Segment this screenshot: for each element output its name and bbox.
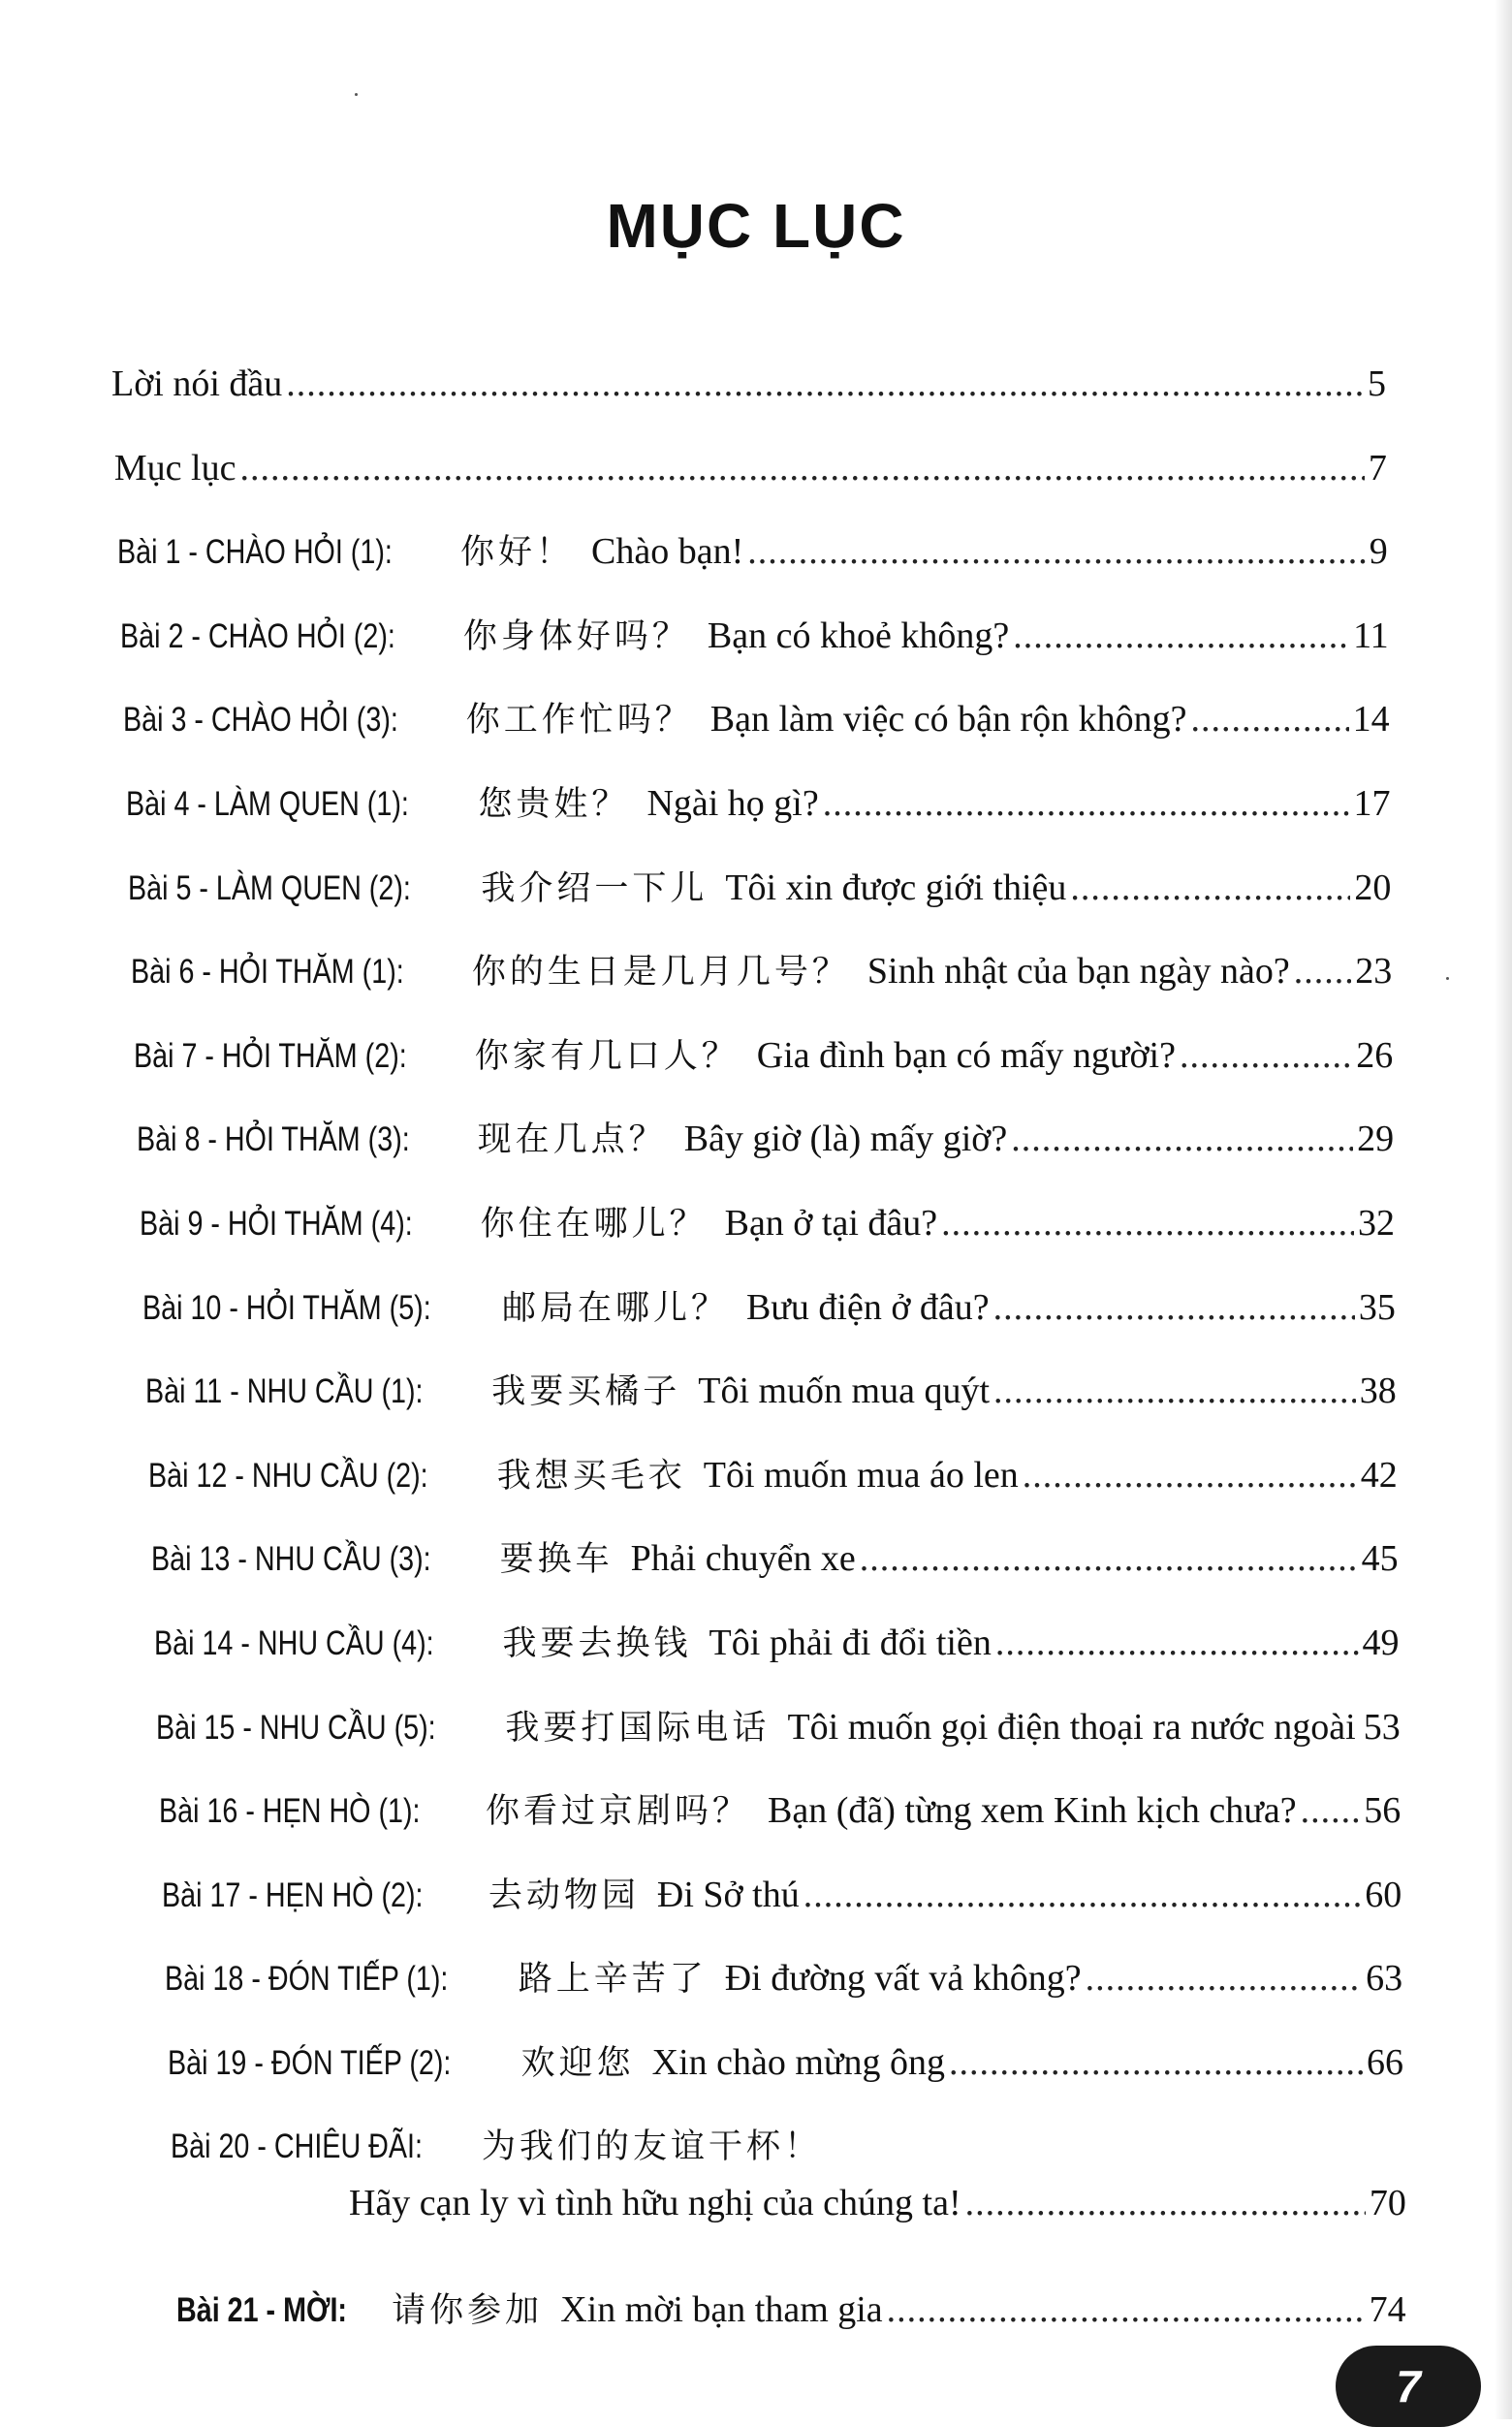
vietnamese-title: Sinh nhật của bạn ngày nào?	[866, 951, 1290, 993]
vietnamese-title: Đi đường vất vả không?	[724, 1958, 1082, 2000]
dot-leader	[1191, 694, 1349, 744]
chinese-title: 您贵姓？	[478, 785, 630, 824]
toc-entry-lesson[interactable]	[168, 2037, 1403, 2089]
vietnamese-title: Đi Sở thú	[656, 1874, 800, 1915]
dot-leader	[1180, 1030, 1352, 1081]
entry-page-number: 29	[1357, 1119, 1395, 1160]
entry-page-number: 60	[1365, 1874, 1402, 1915]
dot-leader	[887, 2285, 1366, 2335]
entry-page-number: 11	[1353, 615, 1389, 656]
lesson-heading: Bài 20 - CHIÊU ĐÃI:	[170, 2127, 423, 2165]
chinese-title: 去动物园	[488, 1875, 640, 1915]
lesson-heading: Bài 14 - NHU CẦU (4):	[153, 1624, 434, 1662]
dot-leader	[1086, 1953, 1363, 2003]
vietnamese-title: Tôi muốn mua quýt	[698, 1371, 991, 1412]
vietnamese-title: Bạn (đã) từng xem Kinh kịch chưa?	[768, 1790, 1297, 1832]
toc-entry-lesson[interactable]	[128, 863, 1391, 914]
toc-entry-lesson[interactable]	[131, 946, 1392, 997]
chinese-title: 你住在哪儿？	[480, 1205, 708, 1244]
toc-entry-lesson[interactable]	[134, 1030, 1393, 1082]
vietnamese-title: Tôi phải đi đổi tiền	[709, 1623, 992, 1663]
dot-leader	[239, 443, 1364, 493]
dot-leader	[860, 1533, 1358, 1584]
vietnamese-title: Phải chuyển xe	[630, 1538, 856, 1580]
vietnamese-title: Bạn làm việc có bận rộn không?	[709, 699, 1187, 741]
dot-leader	[1294, 946, 1352, 996]
toc-entry-front[interactable]	[114, 443, 1387, 493]
entry-page-number: 32	[1358, 1203, 1395, 1244]
lesson-heading: Bài 2 - CHÀO HỎI (2):	[119, 616, 395, 655]
lesson-heading: Bài 18 - ĐÓN TIẾP (1):	[165, 1960, 449, 1999]
lesson-heading: Bài 17 - HẸN HÒ (2):	[162, 1875, 424, 1914]
chinese-title: 你工作忙吗？	[465, 701, 693, 741]
lesson-heading: Bài 8 - HỎI THĂM (3):	[137, 1120, 410, 1159]
entry-page-number: 20	[1354, 867, 1392, 908]
chinese-title: 欢迎您	[520, 2044, 635, 2083]
dot-leader	[823, 778, 1350, 829]
chinese-title: 我介绍一下儿	[481, 868, 709, 908]
entry-label: Lời nói đầu	[111, 363, 283, 404]
entry-page-number: 9	[1369, 531, 1388, 573]
vietnamese-title: Bây giờ (là) mấy giờ?	[683, 1119, 1008, 1160]
table-of-contents	[0, 349, 1512, 2384]
lesson-heading: Bài 21 - MỜI:	[175, 2291, 347, 2330]
toc-entry-lesson[interactable]	[142, 1282, 1396, 1334]
toc-entry-lesson[interactable]	[117, 526, 1388, 578]
vietnamese-title: Hãy cạn ly vì tình hữu nghị của chúng ta!	[349, 2182, 961, 2223]
dot-leader	[803, 1870, 1361, 1920]
dot-leader	[949, 2037, 1363, 2088]
print-speck	[355, 93, 358, 96]
toc-entry-lesson[interactable]	[148, 1450, 1398, 1501]
toc-entry-lesson[interactable]	[156, 1702, 1400, 1753]
chinese-title: 你身体好吗？	[462, 616, 690, 656]
entry-page-number: 63	[1366, 1958, 1403, 2000]
lesson-heading: Bài 1 - CHÀO HỎI (1):	[116, 533, 393, 572]
toc-entry-lesson[interactable]	[151, 1533, 1399, 1585]
entry-page-number: 38	[1359, 1371, 1397, 1412]
lesson-heading: Bài 16 - HẸN HÒ (1):	[159, 1792, 421, 1831]
entry-page-number: 5	[1368, 363, 1386, 404]
vietnamese-title: Tôi muốn mua áo len	[703, 1454, 1019, 1496]
chinese-title: 你的生日是几月几号？	[471, 953, 850, 993]
dot-leader	[941, 1198, 1354, 1248]
lesson-heading: Bài 9 - HỎI THĂM (4):	[140, 1205, 413, 1243]
chinese-title: 我想买毛衣	[496, 1456, 686, 1496]
dot-leader	[993, 1282, 1355, 1333]
entry-page-number: 7	[1368, 447, 1387, 489]
chinese-title: 我要去换钱	[502, 1624, 692, 1663]
vietnamese-title: Tôi xin được giới thiệu	[725, 867, 1067, 908]
dot-leader	[1070, 863, 1350, 913]
vietnamese-title: Chào bạn!	[590, 531, 744, 573]
dot-leader	[965, 2178, 1366, 2228]
toc-entry-front[interactable]	[111, 359, 1386, 409]
vietnamese-title: Tôi muốn gọi điện thoại ra nước ngoài	[787, 1706, 1356, 1748]
entry-page-number: 14	[1352, 699, 1390, 741]
entry-page-number: 56	[1364, 1790, 1402, 1832]
entry-page-number: 74	[1369, 2289, 1406, 2331]
vietnamese-title: Ngài họ gì?	[646, 783, 819, 824]
lesson-heading: Bài 4 - LÀM QUEN (1):	[125, 785, 409, 823]
dot-leader	[1301, 1785, 1361, 1836]
toc-entry-lesson[interactable]	[123, 694, 1390, 745]
lesson-heading: Bài 6 - HỎI THĂM (1):	[131, 953, 405, 992]
lesson-heading: Bài 11 - NHU CẦU (1):	[144, 1372, 424, 1411]
vietnamese-title: Xin mời bạn tham gia	[560, 2289, 883, 2331]
vietnamese-title: Gia đình bạn có mấy người?	[756, 1034, 1176, 1076]
chinese-title: 邮局在哪儿？	[501, 1288, 729, 1328]
toc-entry-lesson[interactable]	[126, 778, 1391, 830]
lesson-heading: Bài 12 - NHU CẦU (2):	[147, 1456, 428, 1495]
lesson-heading: Bài 5 - LÀM QUEN (2):	[128, 868, 412, 907]
chinese-title: 请你参加	[392, 2291, 544, 2331]
dot-leader	[747, 526, 1366, 577]
chinese-title: 我要买橘子	[491, 1372, 681, 1412]
entry-page-number: 49	[1362, 1623, 1400, 1663]
toc-entry-lesson[interactable]	[176, 2285, 1406, 2336]
page-number-badge: 7	[1336, 2346, 1481, 2427]
lesson-heading: Bài 13 - NHU CẦU (3):	[150, 1540, 431, 1579]
dot-leader	[1011, 1114, 1353, 1164]
chinese-title: 你家有几口人？	[474, 1036, 740, 1076]
chinese-title: 你看过京剧吗？	[486, 1792, 751, 1832]
toc-entry-lesson[interactable]	[137, 1114, 1394, 1165]
entry-page-number: 26	[1356, 1034, 1394, 1076]
dot-leader	[993, 1366, 1356, 1416]
entry-label: Mục lục	[113, 447, 236, 489]
toc-entry-lesson[interactable]	[159, 1785, 1401, 1837]
vietnamese-title: Bạn ở tại đâu?	[724, 1203, 938, 1244]
lesson-heading: Bài 3 - CHÀO HỎI (3):	[122, 701, 398, 740]
lesson-heading: Bài 19 - ĐÓN TIẾP (2):	[168, 2044, 452, 2082]
toc-entry-lesson[interactable]	[171, 2122, 822, 2172]
toc-entry-lesson[interactable]	[120, 611, 1389, 662]
dot-leader	[1013, 611, 1349, 661]
toc-entry-lesson[interactable]	[154, 1618, 1400, 1669]
lesson-heading: Bài 10 - HỎI THĂM (5):	[142, 1288, 431, 1327]
dot-leader	[1023, 1450, 1357, 1500]
dot-leader	[286, 359, 1364, 409]
lesson-heading: Bài 7 - HỎI THĂM (2):	[134, 1036, 407, 1075]
chinese-title: 你好！	[459, 533, 574, 573]
lesson-heading: Bài 15 - NHU CẦU (5):	[156, 1708, 437, 1747]
chinese-title: 我要打国际电话	[505, 1708, 771, 1748]
chinese-title: 要换车	[499, 1540, 614, 1580]
toc-entry-continuation[interactable]	[349, 2178, 1406, 2228]
entry-page-number: 53	[1363, 1706, 1401, 1748]
page-title: MỤC LỤC	[606, 191, 906, 261]
chinese-title: 现在几点？	[477, 1120, 667, 1160]
entry-page-number: 66	[1367, 2042, 1403, 2083]
entry-page-number: 42	[1360, 1454, 1398, 1496]
entry-page-number: 17	[1353, 783, 1391, 824]
chinese-title: 为我们的友谊干杯！	[481, 2127, 822, 2166]
entry-page-number: 70	[1369, 2182, 1406, 2223]
vietnamese-title: Bưu điện ở đâu?	[745, 1286, 990, 1328]
vietnamese-title: Xin chào mừng ông	[651, 2042, 946, 2083]
toc-entry-lesson[interactable]	[162, 1870, 1402, 1921]
entry-page-number: 23	[1355, 951, 1393, 993]
dot-leader	[995, 1618, 1359, 1668]
toc-entry-lesson[interactable]	[165, 1953, 1402, 2004]
chinese-title: 路上辛苦了	[518, 1960, 708, 2000]
entry-page-number: 35	[1358, 1286, 1396, 1328]
toc-entry-lesson[interactable]	[145, 1366, 1397, 1417]
vietnamese-title: Bạn có khoẻ không?	[707, 615, 1010, 656]
toc-entry-lesson[interactable]	[140, 1198, 1395, 1249]
entry-page-number: 45	[1361, 1538, 1399, 1580]
